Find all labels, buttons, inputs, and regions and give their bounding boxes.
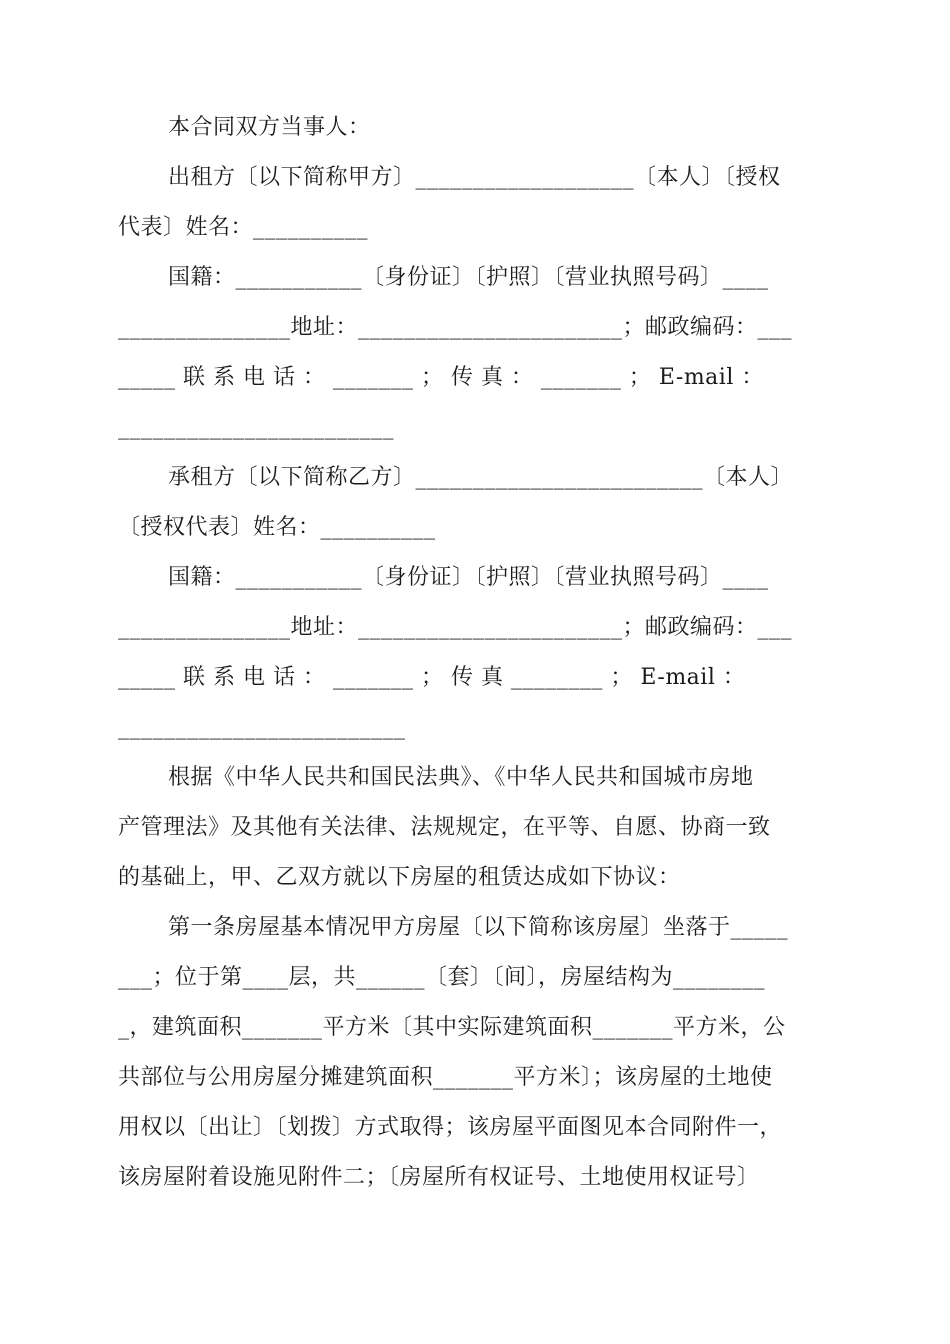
article-1-line-6: 该房屋附着设施见附件二；〔房屋所有权证号、土地使用权证号〕 [118,1165,760,1190]
lessee-nationality: 国籍：___________〔身份证〕〔护照〕〔营业执照号码〕____ [168,565,769,590]
party-intro: 本合同双方当事人： [168,115,371,140]
lessor-line-1: 出租方〔以下简称甲方〕___________________〔本人〕〔授权 [168,165,781,190]
lessor-contact: _____ 联 系 电 话 ： _______ ； 传 真 ： _______ ； E-mail ： [118,365,764,390]
lessor-email-blank: ________________________ [118,415,394,440]
lessee-line-1: 承租方〔以下简称乙方〕_________________________〔本人〕 [168,465,794,490]
lessee-contact: _____ 联 系 电 话 ： _______ ； 传 真 ________ ； E-mail ： [118,665,746,690]
legal-basis-line-3: 的基础上，甲、乙双方就以下房屋的租赁达成如下协议： [118,865,681,890]
article-1-line-3: _，建筑面积_______平方米〔其中实际建筑面积_______平方米，公 [118,1015,786,1040]
article-1-line-5: 用权以〔出让〕〔划拨〕方式取得；该房屋平面图见本合同附件一， [118,1115,783,1140]
lessor-line-2: 代表〕姓名：__________ [118,215,369,240]
article-1-line-4: 共部位与公用房屋分摊建筑面积_______平方米〕；该房屋的土地使 [118,1065,773,1090]
lessee-address: _______________地址：_______________________；邮政编码：___ [118,615,793,640]
lessor-address: _______________地址：_______________________；邮政编码：___ [118,315,793,340]
legal-basis-line-1: 根据《中华人民共和国民法典》、《中华人民共和国城市房地 [168,765,754,790]
lessor-nationality: 国籍：___________〔身份证〕〔护照〕〔营业执照号码〕____ [168,265,769,290]
legal-basis-line-2: 产管理法》及其他有关法律、法规规定，在平等、自愿、协商一致 [118,815,771,840]
article-1-line-1: 第一条房屋基本情况甲方房屋〔以下简称该房屋〕坐落于_____ [168,915,789,940]
lessee-email-blank: _________________________ [118,715,406,740]
article-1-line-2: ___；位于第____层，共______〔套〕〔间〕，房屋结构为________ [118,965,766,990]
lessee-line-2: 〔授权代表〕姓名：__________ [118,515,436,540]
